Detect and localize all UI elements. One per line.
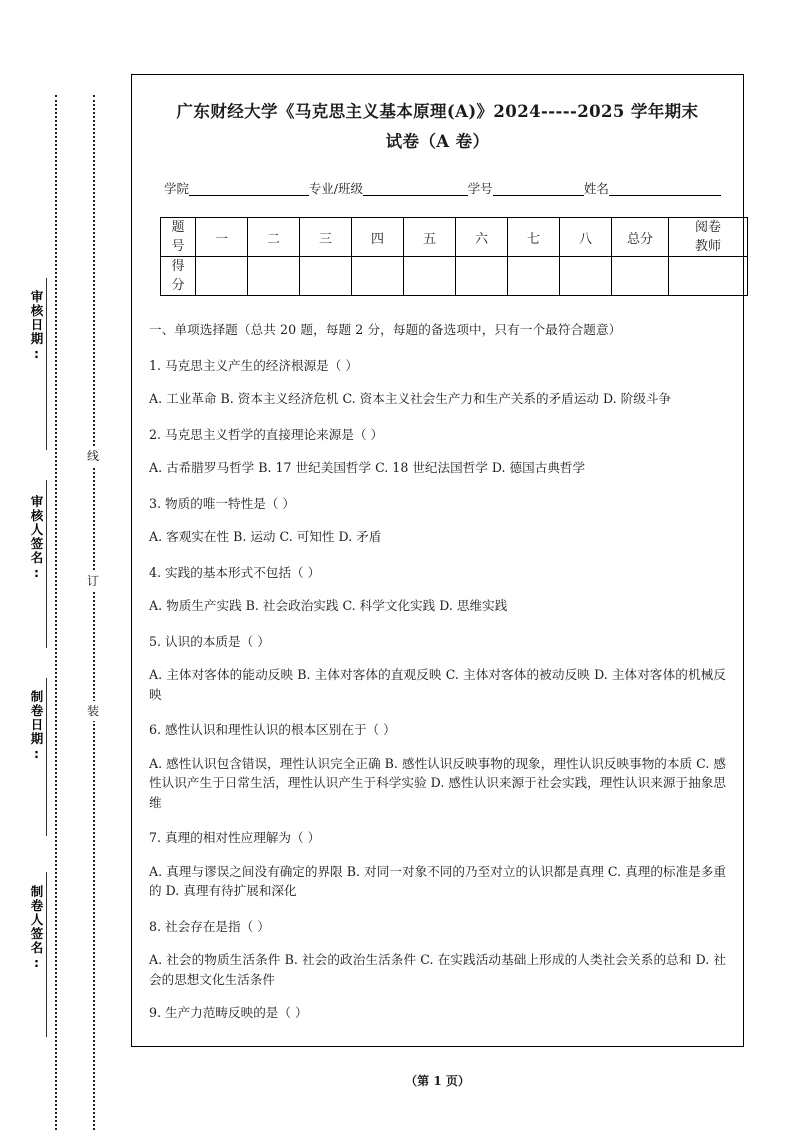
score-cell-4[interactable] <box>352 257 404 296</box>
score-cell-8[interactable] <box>560 257 612 296</box>
question-1-stem <box>149 356 726 376</box>
binding-dashed-line-outer <box>55 95 57 1130</box>
major-class-label: 专业/班级 <box>308 181 363 196</box>
score-table-row-label-score <box>161 257 196 296</box>
question-3-text: 物质的唯一特性是（ ） <box>165 495 295 511</box>
question-7-text: 真理的相对性应理解为（ ） <box>165 830 321 846</box>
score-table-col-teacher <box>669 218 748 257</box>
score-table-row-label-number <box>161 218 196 257</box>
question-4-options: A. 物质生产实践 B. 社会政治实践 C. 科学文化实践 D. 思维实践 <box>149 598 508 614</box>
margin-label-review-signature: 审核人签名: <box>29 495 44 582</box>
teacher-label-line-1: 阅卷 <box>694 220 721 235</box>
exam-paper-frame <box>131 74 744 1047</box>
margin-label-make-signature: 制卷人签名: <box>29 885 44 972</box>
score-table-col-1: 一 <box>196 218 248 257</box>
score-table-col-total: 总分 <box>612 218 669 257</box>
score-cell-5[interactable] <box>404 257 456 296</box>
question-3-stem <box>149 494 726 514</box>
questions-container <box>149 320 726 1023</box>
student-info-row <box>164 179 721 197</box>
score-cell-total[interactable] <box>612 257 669 296</box>
student-id-label: 学号 <box>467 181 493 196</box>
margin-label-review-date: 审核日期: <box>29 290 44 363</box>
student-id-input[interactable] <box>493 182 584 196</box>
margin-label-make-date: 制卷日期: <box>29 690 44 763</box>
page-title <box>148 97 727 157</box>
question-8-text: 社会存在是指（ ） <box>165 918 270 934</box>
score-table-col-2: 二 <box>248 218 300 257</box>
question-1-options: A. 工业革命 B. 资本主义经济危机 C. 资本主义社会生产力和生产关系的矛盾运动 D. 阶级斗争 <box>149 391 672 407</box>
score-cell-3[interactable] <box>300 257 352 296</box>
question-2-stem <box>149 425 726 445</box>
score-table <box>160 217 748 296</box>
score-table-score-row <box>161 257 748 296</box>
question-2-options: A. 古希腊罗马哲学 B. 17 世纪美国哲学 C. 18 世纪法国哲学 D. 德国古典哲学 <box>149 460 586 476</box>
margin-divider-2 <box>46 480 47 648</box>
question-1-number: 1. <box>149 357 162 373</box>
question-2-number: 2. <box>149 426 162 442</box>
row-label-number-char-1: 题 <box>171 220 185 235</box>
binding-margin <box>0 0 131 1122</box>
score-cell-6[interactable] <box>456 257 508 296</box>
question-3-number: 3. <box>149 495 162 511</box>
question-7-number: 7. <box>149 830 162 846</box>
question-4-stem <box>149 563 726 583</box>
question-2-text: 马克思主义哲学的直接理论来源是（ ） <box>165 426 384 442</box>
score-table-col-3: 三 <box>300 218 352 257</box>
major-class-input[interactable] <box>363 182 468 196</box>
score-cell-1[interactable] <box>196 257 248 296</box>
question-6-text: 感性认识和理性认识的根本区别在于（ ） <box>165 722 396 738</box>
score-cell-2[interactable] <box>248 257 300 296</box>
page-footer: （第 1 页） <box>405 1074 470 1088</box>
question-6-number: 6. <box>149 722 162 738</box>
student-name-input[interactable] <box>609 182 721 196</box>
margin-divider-1 <box>46 278 47 450</box>
question-4-text: 实践的基本形式不包括（ ） <box>165 564 321 580</box>
exam-title-line-1: 广东财经大学《马克思主义基本原理(A)》2024-----2025 学年期末 <box>176 102 699 121</box>
question-3-options: A. 客观实在性 B. 运动 C. 可知性 D. 矛盾 <box>149 529 382 545</box>
question-5-options: A. 主体对客体的能动反映 B. 主体对客体的直观反映 C. 主体对客体的被动反映 D. 主体对客体的机械反映 <box>149 667 726 702</box>
college-label: 学院 <box>164 181 190 196</box>
question-9-stem <box>149 1003 726 1023</box>
margin-divider-4 <box>46 872 47 1037</box>
score-table-col-8: 八 <box>560 218 612 257</box>
binding-mark-zhuang: 装 <box>80 701 106 721</box>
student-name-label: 姓名 <box>583 181 609 196</box>
score-table-col-4: 四 <box>352 218 404 257</box>
question-9-number: 9. <box>149 1005 162 1021</box>
score-table-header-row <box>161 218 748 257</box>
question-8-number: 8. <box>149 918 162 934</box>
section-heading: 一、单项选择题（总共 20 题，每题 2 分，每题的备选项中，只有一个最符合题意） <box>149 322 622 337</box>
question-9-text: 生产力范畴反映的是（ ） <box>165 1005 308 1021</box>
question-8-stem <box>149 917 726 937</box>
question-5-text: 认识的本质是（ ） <box>165 633 270 649</box>
score-table-col-6: 六 <box>456 218 508 257</box>
teacher-label-line-2: 教师 <box>694 239 721 254</box>
question-8-options: A. 社会的物质生活条件 B. 社会的政治生活条件 C. 在实践活动基础上形成的人类社会关系的总和 D. 社会的思想文化生活条件 <box>149 952 726 987</box>
row-label-number-char-2: 号 <box>171 239 185 254</box>
row-label-score-char-2: 分 <box>171 278 185 293</box>
question-5-number: 5. <box>149 633 162 649</box>
question-1-text: 马克思主义产生的经济根源是（ ） <box>165 357 358 373</box>
question-4-number: 4. <box>149 564 162 580</box>
row-label-score-char-1: 得 <box>171 259 185 274</box>
margin-divider-3 <box>46 678 47 836</box>
score-table-col-7: 七 <box>508 218 560 257</box>
binding-dashed-line-inner <box>93 95 95 1130</box>
binding-mark-ding: 订 <box>80 571 106 591</box>
question-6-stem <box>149 720 726 740</box>
question-6-options: A. 感性认识包含错误，理性认识完全正确 B. 感性认识反映事物的现象，理性认识反映事物的本质 C. 感性认识产生于日常生活，理性认识产生于科学实验 D. 感性认识来源于社会实践，理性认识来源于抽象思维 <box>149 755 726 810</box>
college-input[interactable] <box>189 182 309 196</box>
score-cell-teacher[interactable] <box>669 257 748 296</box>
binding-mark-xian: 线 <box>80 446 106 466</box>
score-table-col-5: 五 <box>404 218 456 257</box>
question-7-stem <box>149 828 726 848</box>
question-5-stem <box>149 632 726 652</box>
score-cell-7[interactable] <box>508 257 560 296</box>
question-7-options: A. 真理与谬误之间没有确定的界限 B. 对同一对象不同的乃至对立的认识都是真理 C. 真理的标准是多重的 D. 真理有待扩展和深化 <box>149 863 726 899</box>
exam-title-line-2: 试卷（A 卷） <box>385 132 490 151</box>
